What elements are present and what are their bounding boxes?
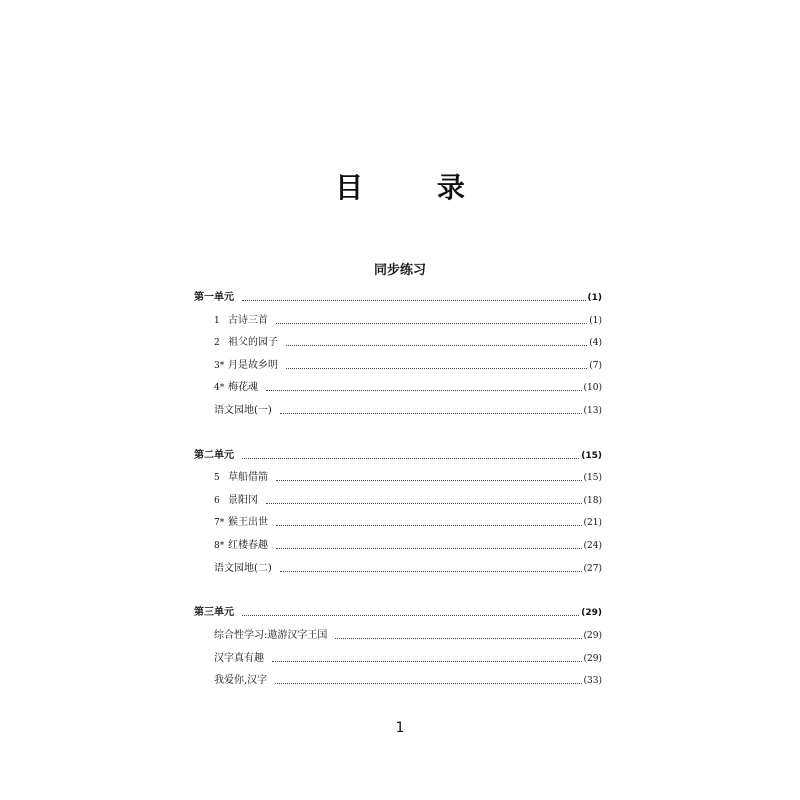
lesson-number: 6 xyxy=(214,496,220,506)
lesson-number: 4* xyxy=(214,383,225,393)
toc-entry-title: 第三单元 xyxy=(194,607,234,618)
dot-leader xyxy=(335,637,581,639)
toc-entry-title: 第一单元 xyxy=(194,292,234,303)
dot-leader xyxy=(266,502,582,504)
toc-row-item[interactable] xyxy=(194,536,602,552)
toc-page-ref: (21) xyxy=(583,518,602,528)
toc-entry-title: 汉字真有趣 xyxy=(214,653,264,664)
toc-row-item[interactable] xyxy=(194,401,602,417)
toc-row-unit-1[interactable] xyxy=(194,288,602,304)
toc-row-item[interactable] xyxy=(194,649,602,665)
toc-entry-title: 语文园地(二) xyxy=(214,563,272,574)
lesson-number: 7* xyxy=(214,518,225,528)
toc-entry-title: 祖父的园子 xyxy=(228,337,278,348)
toc-row-item[interactable] xyxy=(194,671,602,687)
toc-page-ref: (4) xyxy=(589,338,602,348)
toc-page-ref: (1) xyxy=(587,293,602,303)
dot-leader xyxy=(276,524,582,526)
toc-page-ref: (29) xyxy=(583,631,602,641)
lesson-number: 8* xyxy=(214,541,225,551)
dot-leader xyxy=(280,570,582,572)
lesson-number: 3* xyxy=(214,361,225,371)
section-subtitle: 同步练习 xyxy=(373,263,426,278)
toc-entry-title: 猴王出世 xyxy=(228,517,268,528)
toc-entry-title: 梅花魂 xyxy=(228,382,258,393)
toc-page-ref: (13) xyxy=(583,406,602,416)
toc-row-unit-3[interactable] xyxy=(194,603,602,619)
toc-row-item[interactable] xyxy=(194,491,602,507)
dot-leader xyxy=(276,322,587,324)
toc-row-item[interactable] xyxy=(194,311,602,327)
toc-page-ref: (24) xyxy=(583,541,602,551)
toc-entry-title: 古诗三首 xyxy=(228,315,268,326)
toc-entry-title: 综合性学习:遨游汉字王国 xyxy=(214,630,328,641)
lesson-number: 1 xyxy=(214,316,220,326)
toc-row-item[interactable] xyxy=(194,356,602,372)
toc-row-item[interactable] xyxy=(194,468,602,484)
dot-leader xyxy=(242,457,579,459)
lesson-number: 2 xyxy=(214,338,220,348)
toc-entry-title: 红楼春趣 xyxy=(228,540,268,551)
dot-leader xyxy=(272,660,582,662)
toc-row-unit-2[interactable] xyxy=(194,446,602,462)
toc-page-ref: (10) xyxy=(583,383,602,393)
toc-row-item[interactable] xyxy=(194,378,602,394)
toc-row-item[interactable] xyxy=(194,559,602,575)
toc-entry-title: 第二单元 xyxy=(194,450,234,461)
dot-leader xyxy=(275,682,581,684)
toc-page-ref: (15) xyxy=(583,473,602,483)
dot-leader xyxy=(266,389,582,391)
dot-leader xyxy=(276,479,582,481)
toc-page-ref: (29) xyxy=(581,608,602,618)
toc-entry-title: 景阳冈 xyxy=(228,495,258,506)
dot-leader xyxy=(280,412,582,414)
dot-leader xyxy=(276,547,582,549)
toc-page-ref: (18) xyxy=(583,496,602,506)
dot-leader xyxy=(242,299,586,301)
toc-page-ref: (27) xyxy=(583,564,602,574)
lesson-number: 5 xyxy=(214,473,220,483)
toc-page-ref: (1) xyxy=(589,316,602,326)
toc-entry-title: 语文园地(一) xyxy=(214,405,272,416)
toc-row-item[interactable] xyxy=(194,513,602,529)
dot-leader xyxy=(286,367,587,369)
toc-row-item[interactable] xyxy=(194,626,602,642)
dot-leader xyxy=(242,614,579,616)
toc-page-ref: (7) xyxy=(589,361,602,371)
toc-page-ref: (29) xyxy=(583,654,602,664)
page-number: 1 xyxy=(395,720,405,736)
toc-page-ref: (33) xyxy=(583,676,602,686)
toc-entry-title: 草船借箭 xyxy=(228,472,268,483)
dot-leader xyxy=(286,344,587,346)
toc-entry-title: 月是故乡明 xyxy=(228,360,278,371)
toc-row-item[interactable] xyxy=(194,333,602,349)
page-title: 目 录 xyxy=(335,171,497,204)
toc-entry-title: 我爱你,汉字 xyxy=(214,675,268,686)
toc-page-ref: (15) xyxy=(581,451,602,461)
